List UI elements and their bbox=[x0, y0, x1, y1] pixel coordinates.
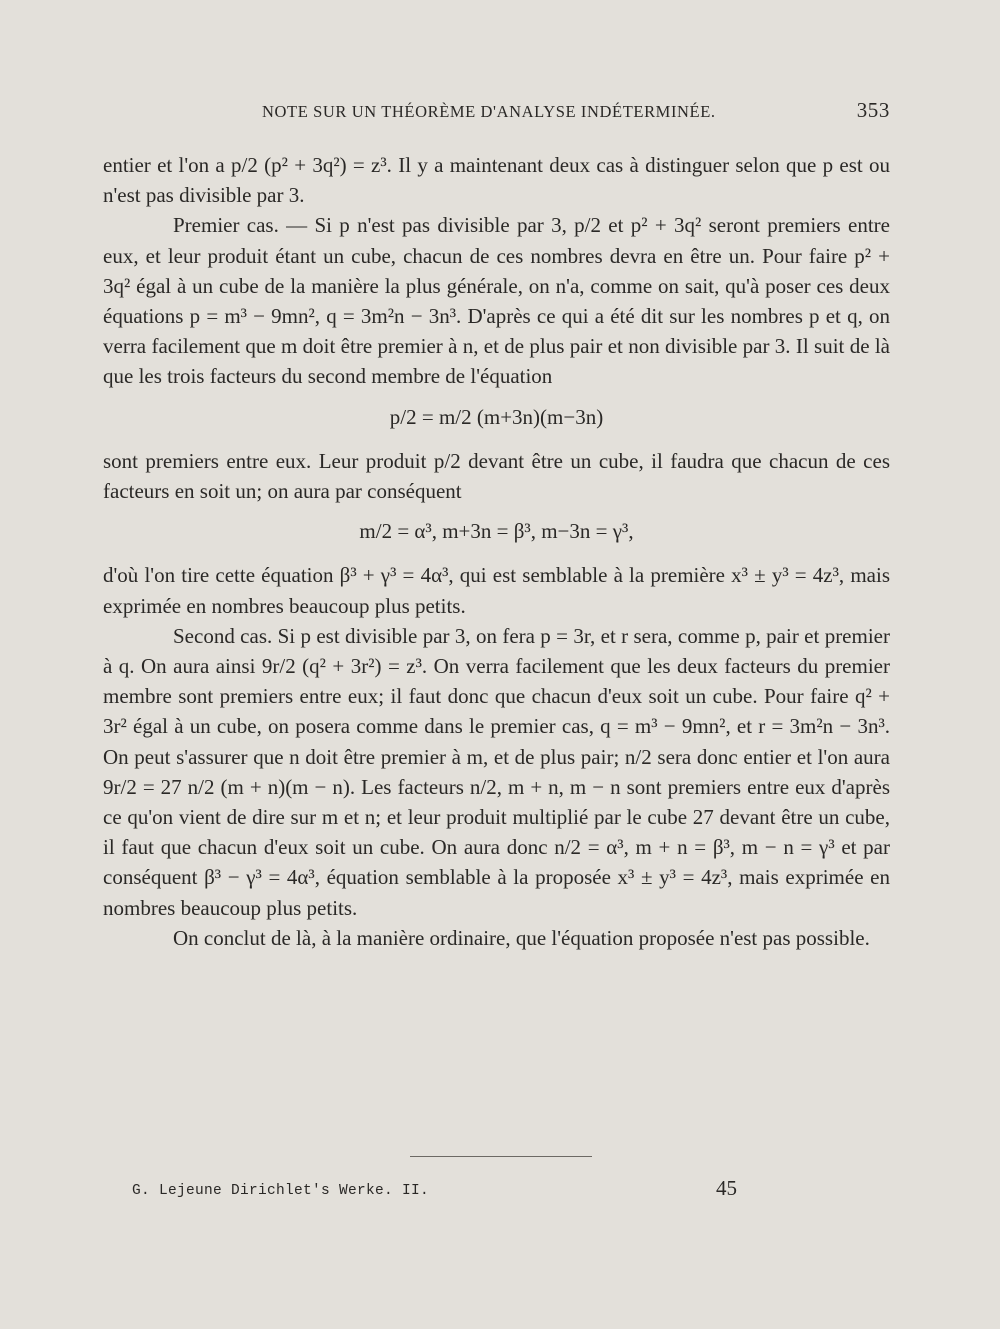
paragraph-1: entier et l'on a p/2 (p² + 3q²) = z³. Il y a maintenant deux cas à distinguer selon que p est ou n'est pas divisible par 3. bbox=[103, 153, 890, 208]
paragraph-3: sont premiers entre eux. Leur produit p/2 devant être un cube, il faudra que chacun de ces facteurs en soit un; on aura par conséquent bbox=[103, 448, 890, 504]
display-equation-1: p/2 = m/2 (m+3n)(m−3n) bbox=[389, 404, 604, 429]
running-title: NOTE SUR UN THÉORÈME D'ANALYSE INDÉTERMINÉE. bbox=[262, 102, 716, 121]
paragraph-5: d'où l'on tire cette équation β³ + γ³ = 4α³, qui est semblable à la première x³ ± y³ = 4z³, mais exprimée en nombres beaucoup plus petits. bbox=[103, 563, 890, 618]
page-number: 353 bbox=[856, 98, 890, 122]
display-equation-2: m/2 = α³, m+3n = β³, m−3n = γ³, bbox=[359, 519, 634, 544]
paragraph-second-cas: Second cas. Si p est divisible par 3, on fera p = 3r, et r sera, comme p, pair et premier à q. On aura ainsi 9r/2 (q² + 3r²) = z³. On verra facilement que les deux facteurs du premier membre sont premiers entre eux; il faut donc que chacun d'eux soit un cube. Pour faire q² + 3r² égal à un cube, on posera comme dans le premier cas, q = m³ − 9mn², et r = 3m²n − 3n³. On peut s'assurer que n doit être premier à m, et de plus pair; n/2 sera donc entier et l'on aura 9r/2 = 27 n/2 (m + n)(m − n). Les facteurs n/2, m + n, m − n sont premiers entre eux d'après ce qu'on vient de dire sur m et n; et leur produit multiplié par le cube 27 devant être un cube, il faut que chacun d'eux soit un cube. On aura donc n/2 = α³, m + n = β³, m − n = γ³ et par conséquent β³ − γ³ = 4α³, équation semblable à la proposée x³ ± y³ = 4z³, mais exprimée en nombres beaucoup plus petits. bbox=[103, 623, 890, 920]
footer-divider bbox=[410, 1156, 592, 1157]
running-header bbox=[262, 98, 890, 124]
signature-mark: 45 bbox=[716, 1176, 737, 1200]
paragraph-conclusion: On conclut de là, à la manière ordinaire, que l'équation proposée n'est pas possible. bbox=[173, 925, 870, 950]
article-body bbox=[103, 150, 890, 953]
paragraph-premier-cas: Premier cas. — Si p n'est pas divisible par 3, p/2 et p² + 3q² seront premiers entre eux, et leur produit étant un cube, chacun de ces nombres devra en être un. Pour faire p² + 3q² égal à un cube de la manière la plus générale, on n'a, comme on sait, qu'à poser ces deux équations p = m³ − 9mn², q = 3m²n − 3n³. D'après ce qui a été dit sur les nombres p et q, on verra facilement que m doit être premier à n, et de plus pair et non divisible par 3. Il suit de là que les trois facteurs du second membre de l'équation bbox=[103, 213, 890, 389]
footer-source: G. Lejeune Dirichlet's Werke. II. bbox=[132, 1183, 430, 1199]
